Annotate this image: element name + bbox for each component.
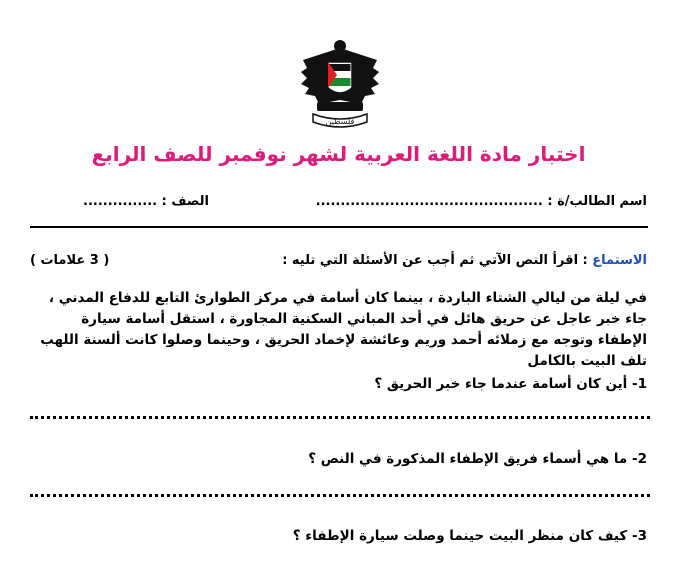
answer-line-2	[30, 494, 650, 497]
reading-passage: في ليلة من ليالي الشتاء الباردة ، بينما كان أسامة في مركز الطوارئ التابع للدفاع المدني ، جاء خبر عاجل عن حريق هائل في أحد المباني السكنية المجاورة ، استقل أسامة سيارة الإطفاء وتوجه مع زملائه أحمد وريم وعائشة لإخماد الحريق ، وحينما وصلوا كانت ألسنة اللهب تلف البيت بالكامل	[40, 290, 647, 369]
page-title: اختبار مادة اللغة العربية لشهر نوفمبر للصف الرابع	[91, 142, 586, 166]
listening-instruction-text: : اقرأ النص الآتي ثم أجب عن الأسئلة التي تليه :	[282, 253, 593, 268]
svg-text:فلسطين: فلسطين	[325, 117, 355, 126]
class-blank: ...............	[83, 194, 158, 209]
listening-label: الاستماع	[592, 253, 647, 268]
class-field	[83, 194, 209, 209]
marks-badge: ( 3 علامات )	[30, 253, 110, 268]
class-label: الصف :	[161, 194, 209, 209]
student-name-label: اسم الطالب/ة :	[547, 194, 647, 209]
answer-line-1	[30, 416, 650, 419]
question-1: 1- أين كان أسامة عندما جاء خبر الحريق ؟	[374, 376, 647, 392]
listening-instruction	[282, 253, 647, 268]
student-name-blank: ..............................................	[315, 194, 543, 209]
student-name-field	[316, 194, 647, 209]
palestine-emblem-logo	[295, 38, 385, 133]
question-3: 3- كيف كان منظر البيت حينما وصلت سيارة الإطفاء ؟	[292, 528, 647, 544]
question-2: 2- ما هي أسماء فريق الإطفاء المذكورة في النص ؟	[308, 451, 647, 467]
section-divider	[30, 226, 648, 228]
